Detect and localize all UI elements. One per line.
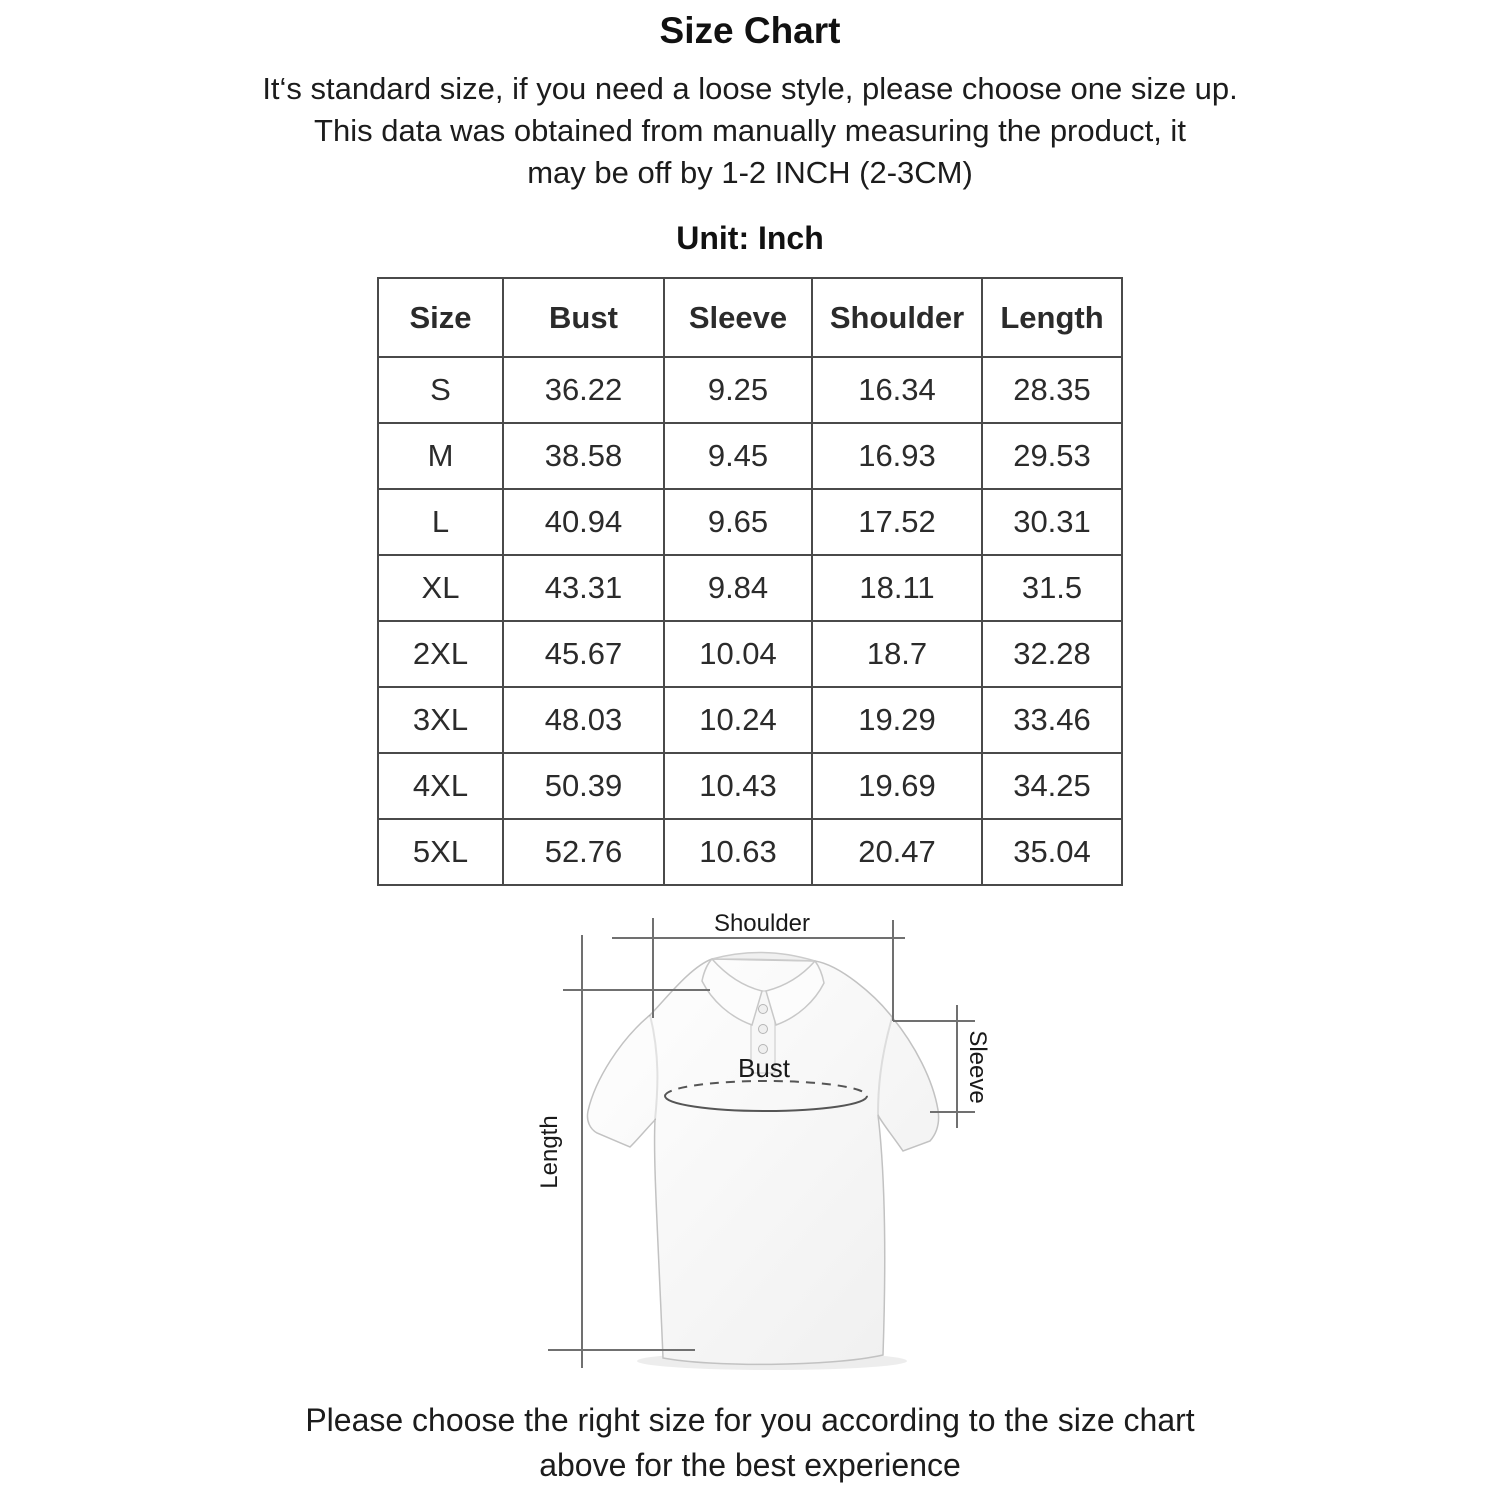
collar-band — [712, 952, 815, 961]
cell-sleeve: 10.04 — [664, 621, 812, 687]
cell-sleeve: 9.65 — [664, 489, 812, 555]
table-row — [378, 753, 1122, 819]
size-note-line-2: This data was obtained from manually measuring the product, it — [314, 113, 1186, 148]
diagram-label-sleeve: Sleeve — [964, 1030, 991, 1104]
table-row — [378, 687, 1122, 753]
cell-size: L — [378, 489, 503, 555]
diagram-label-shoulder: Shoulder — [713, 910, 811, 937]
cell-length: 31.5 — [982, 555, 1122, 621]
size-table — [377, 277, 1123, 886]
cell-bust: 50.39 — [503, 753, 664, 819]
cell-bust: 38.58 — [503, 423, 664, 489]
cell-size: M — [378, 423, 503, 489]
footer-note-line-2: above for the best experience — [539, 1447, 961, 1483]
button-2 — [759, 1025, 768, 1034]
size-note-line-3: may be off by 1-2 INCH (2-3CM) — [527, 155, 973, 190]
unit-label: Unit: Inch — [676, 220, 824, 256]
cell-size: 4XL — [378, 753, 503, 819]
cell-shoulder: 16.93 — [812, 423, 982, 489]
cell-size: S — [378, 357, 503, 423]
table-row — [378, 489, 1122, 555]
cell-length: 32.28 — [982, 621, 1122, 687]
cell-bust: 52.76 — [503, 819, 664, 885]
cell-sleeve: 10.43 — [664, 753, 812, 819]
column-header-shoulder: Shoulder — [812, 278, 982, 357]
cell-length: 28.35 — [982, 357, 1122, 423]
cell-bust: 43.31 — [503, 555, 664, 621]
table-row — [378, 621, 1122, 687]
polo-shirt-illustration — [587, 952, 938, 1364]
button-1 — [759, 1005, 768, 1014]
page-title: Size Chart — [659, 10, 841, 51]
cell-length: 33.46 — [982, 687, 1122, 753]
cell-shoulder: 19.69 — [812, 753, 982, 819]
footer-note-line-1: Please choose the right size for you according to the size chart — [305, 1402, 1195, 1438]
column-header-length: Length — [982, 278, 1122, 357]
shirt-measurement-diagram — [500, 905, 1020, 1375]
cell-shoulder: 20.47 — [812, 819, 982, 885]
cell-shoulder: 17.52 — [812, 489, 982, 555]
cell-shoulder: 18.7 — [812, 621, 982, 687]
cell-size: 2XL — [378, 621, 503, 687]
cell-shoulder: 18.11 — [812, 555, 982, 621]
table-row — [378, 357, 1122, 423]
cell-length: 29.53 — [982, 423, 1122, 489]
size-note — [0, 68, 1500, 194]
table-row — [378, 555, 1122, 621]
cell-shoulder: 19.29 — [812, 687, 982, 753]
table-row — [378, 423, 1122, 489]
column-header-size: Size — [378, 278, 503, 357]
cell-sleeve: 10.24 — [664, 687, 812, 753]
diagram-label-bust: Bust — [737, 1053, 791, 1083]
diagram-label-length: Length — [536, 1115, 563, 1189]
cell-size: XL — [378, 555, 503, 621]
cell-bust: 36.22 — [503, 357, 664, 423]
table-header-row — [378, 278, 1122, 357]
cell-sleeve: 9.84 — [664, 555, 812, 621]
table-row — [378, 819, 1122, 885]
cell-shoulder: 16.34 — [812, 357, 982, 423]
cell-sleeve: 10.63 — [664, 819, 812, 885]
cell-sleeve: 9.45 — [664, 423, 812, 489]
cell-size: 5XL — [378, 819, 503, 885]
cell-bust: 48.03 — [503, 687, 664, 753]
column-header-bust: Bust — [503, 278, 664, 357]
cell-length: 30.31 — [982, 489, 1122, 555]
cell-size: 3XL — [378, 687, 503, 753]
column-header-sleeve: Sleeve — [664, 278, 812, 357]
size-note-line-1: It‘s standard size, if you need a loose style, please choose one size up. — [262, 71, 1238, 106]
size-table-body — [378, 357, 1122, 885]
cell-length: 35.04 — [982, 819, 1122, 885]
footer-note — [0, 1398, 1500, 1488]
cell-sleeve: 9.25 — [664, 357, 812, 423]
cell-bust: 45.67 — [503, 621, 664, 687]
cell-length: 34.25 — [982, 753, 1122, 819]
cell-bust: 40.94 — [503, 489, 664, 555]
